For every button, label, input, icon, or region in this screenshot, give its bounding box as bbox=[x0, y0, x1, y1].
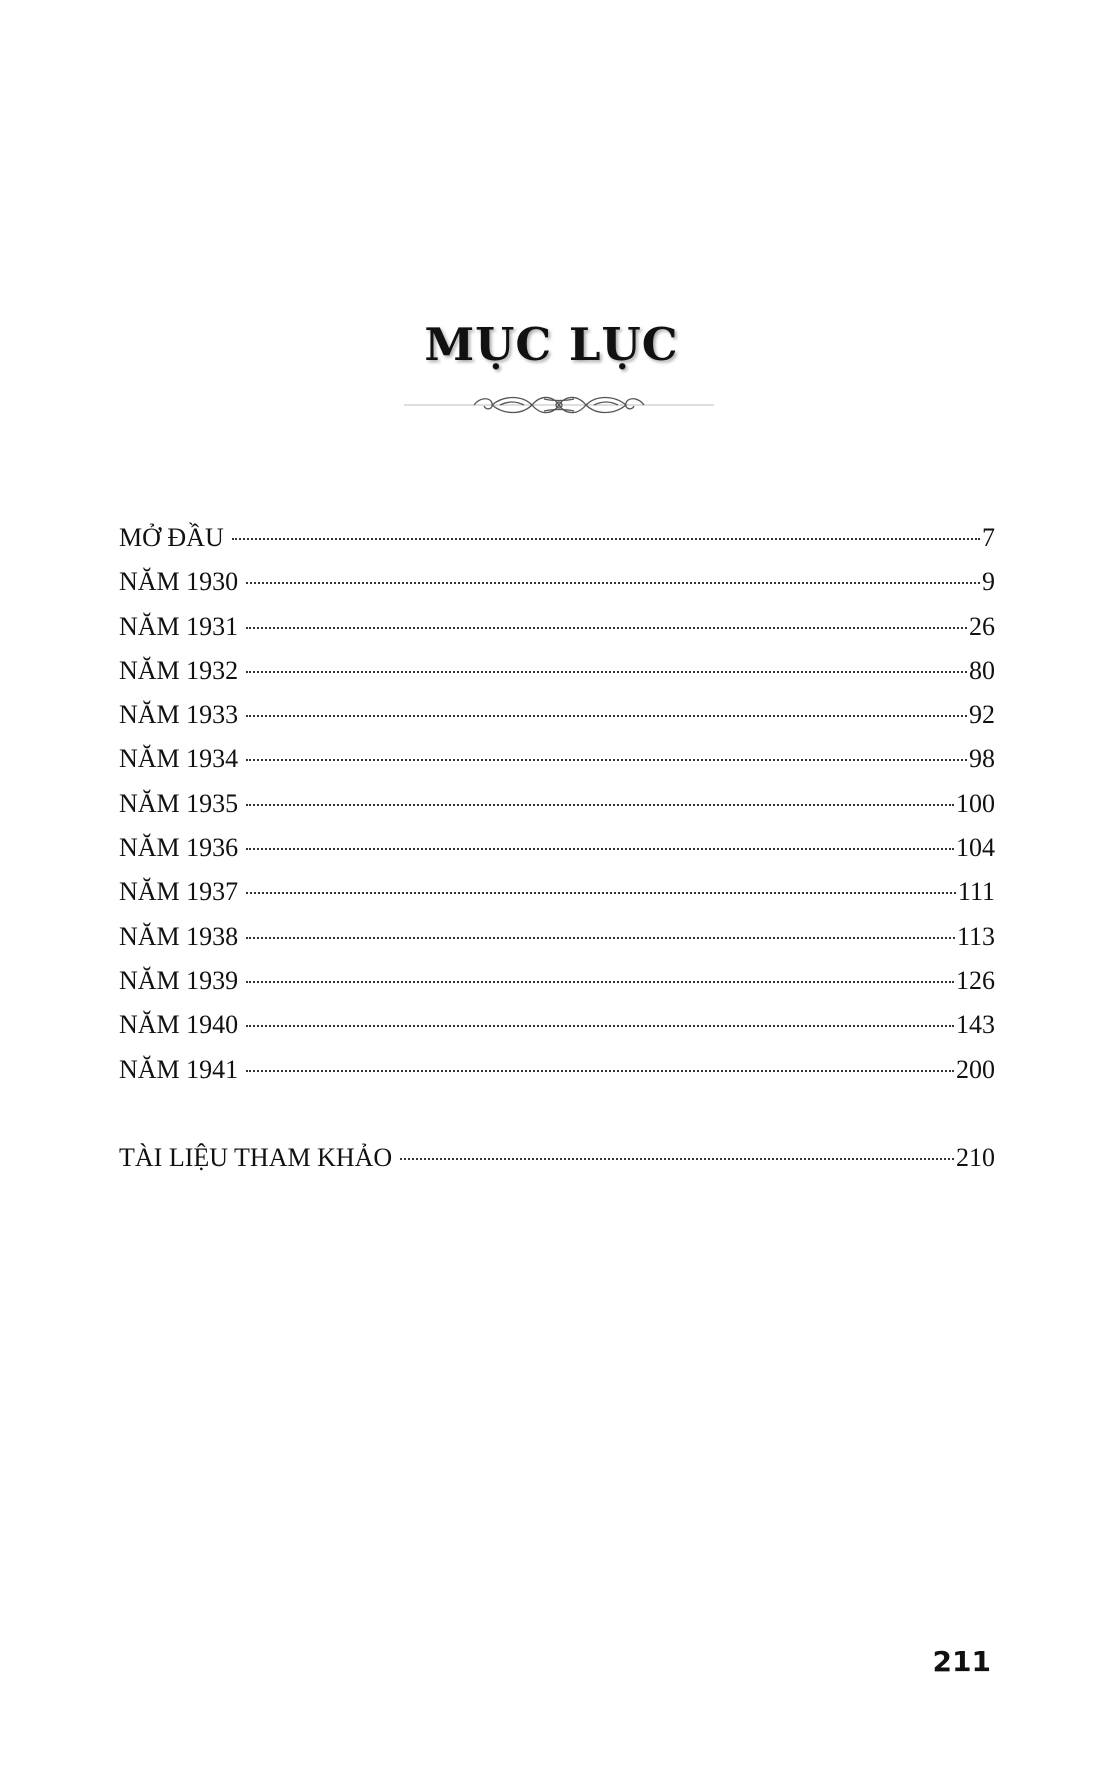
toc-entry[interactable] bbox=[119, 915, 995, 959]
toc-entry[interactable] bbox=[119, 1003, 995, 1047]
toc-entry-label: NĂM 1935 bbox=[119, 788, 239, 818]
toc-entry[interactable] bbox=[119, 782, 995, 826]
toc-entry-label: NĂM 1933 bbox=[119, 700, 239, 730]
toc-entry-page: 200 bbox=[956, 1054, 995, 1084]
toc-entry-page: 143 bbox=[956, 1010, 995, 1040]
toc-entry[interactable] bbox=[119, 870, 995, 914]
dot-leader bbox=[246, 1025, 954, 1027]
toc-entry[interactable] bbox=[119, 826, 995, 870]
dot-leader bbox=[400, 1158, 954, 1160]
toc-entry[interactable] bbox=[119, 560, 995, 604]
toc-entry-label: NĂM 1937 bbox=[119, 877, 239, 907]
toc-entry-label: MỞ ĐẦU bbox=[119, 523, 224, 552]
toc-entry[interactable] bbox=[119, 1048, 995, 1092]
toc-entry-page: 9 bbox=[982, 567, 995, 597]
toc-entry-page: 7 bbox=[982, 523, 995, 552]
dot-leader bbox=[246, 715, 967, 717]
toc-entry-page: 80 bbox=[969, 655, 995, 685]
toc-entry[interactable] bbox=[119, 693, 995, 737]
toc-entry-page: 126 bbox=[956, 965, 995, 995]
dot-leader bbox=[246, 804, 954, 806]
page-number: 211 bbox=[932, 1645, 991, 1678]
flourish-divider-icon bbox=[404, 387, 714, 423]
toc-entry-label: NĂM 1930 bbox=[119, 567, 239, 597]
toc-entry-page: 100 bbox=[956, 788, 995, 818]
toc-entry-label: NĂM 1941 bbox=[119, 1054, 239, 1084]
dot-leader bbox=[246, 627, 967, 629]
toc-entry[interactable] bbox=[119, 737, 995, 781]
toc-entry-label: NĂM 1940 bbox=[119, 1010, 239, 1040]
toc-entry-references[interactable] bbox=[119, 1136, 995, 1180]
toc-entry-label: TÀI LIỆU THAM KHẢO bbox=[119, 1143, 393, 1173]
toc-entry-page: 104 bbox=[956, 833, 995, 863]
toc-entry-page: 111 bbox=[957, 877, 995, 907]
toc-entry-page: 26 bbox=[969, 611, 995, 641]
dot-leader bbox=[246, 848, 954, 850]
dot-leader bbox=[246, 981, 954, 983]
dot-leader bbox=[232, 538, 980, 540]
toc-entry[interactable] bbox=[119, 516, 995, 560]
toc-entry[interactable] bbox=[119, 605, 995, 649]
toc-entry-label: NĂM 1936 bbox=[119, 833, 239, 863]
toc-entry-page: 98 bbox=[969, 744, 995, 774]
toc-entry-label: NĂM 1939 bbox=[119, 965, 239, 995]
dot-leader bbox=[246, 892, 956, 894]
toc-entry-label: NĂM 1938 bbox=[119, 921, 239, 951]
dot-leader bbox=[246, 759, 967, 761]
toc-entry-page: 210 bbox=[956, 1143, 995, 1173]
dot-leader bbox=[246, 1070, 954, 1072]
table-of-contents bbox=[119, 516, 995, 1180]
toc-entry-label: NĂM 1934 bbox=[119, 744, 239, 774]
toc-entry-page: 92 bbox=[969, 700, 995, 730]
dot-leader bbox=[246, 937, 955, 939]
toc-entry-label: NĂM 1932 bbox=[119, 655, 239, 685]
page-title: MỤC LỤC bbox=[424, 318, 679, 371]
toc-entry[interactable] bbox=[119, 649, 995, 693]
toc-entry-label: NĂM 1931 bbox=[119, 611, 239, 641]
toc-entry-page: 113 bbox=[956, 921, 995, 951]
dot-leader bbox=[246, 582, 980, 584]
toc-entry[interactable] bbox=[119, 959, 995, 1003]
dot-leader bbox=[246, 671, 967, 673]
